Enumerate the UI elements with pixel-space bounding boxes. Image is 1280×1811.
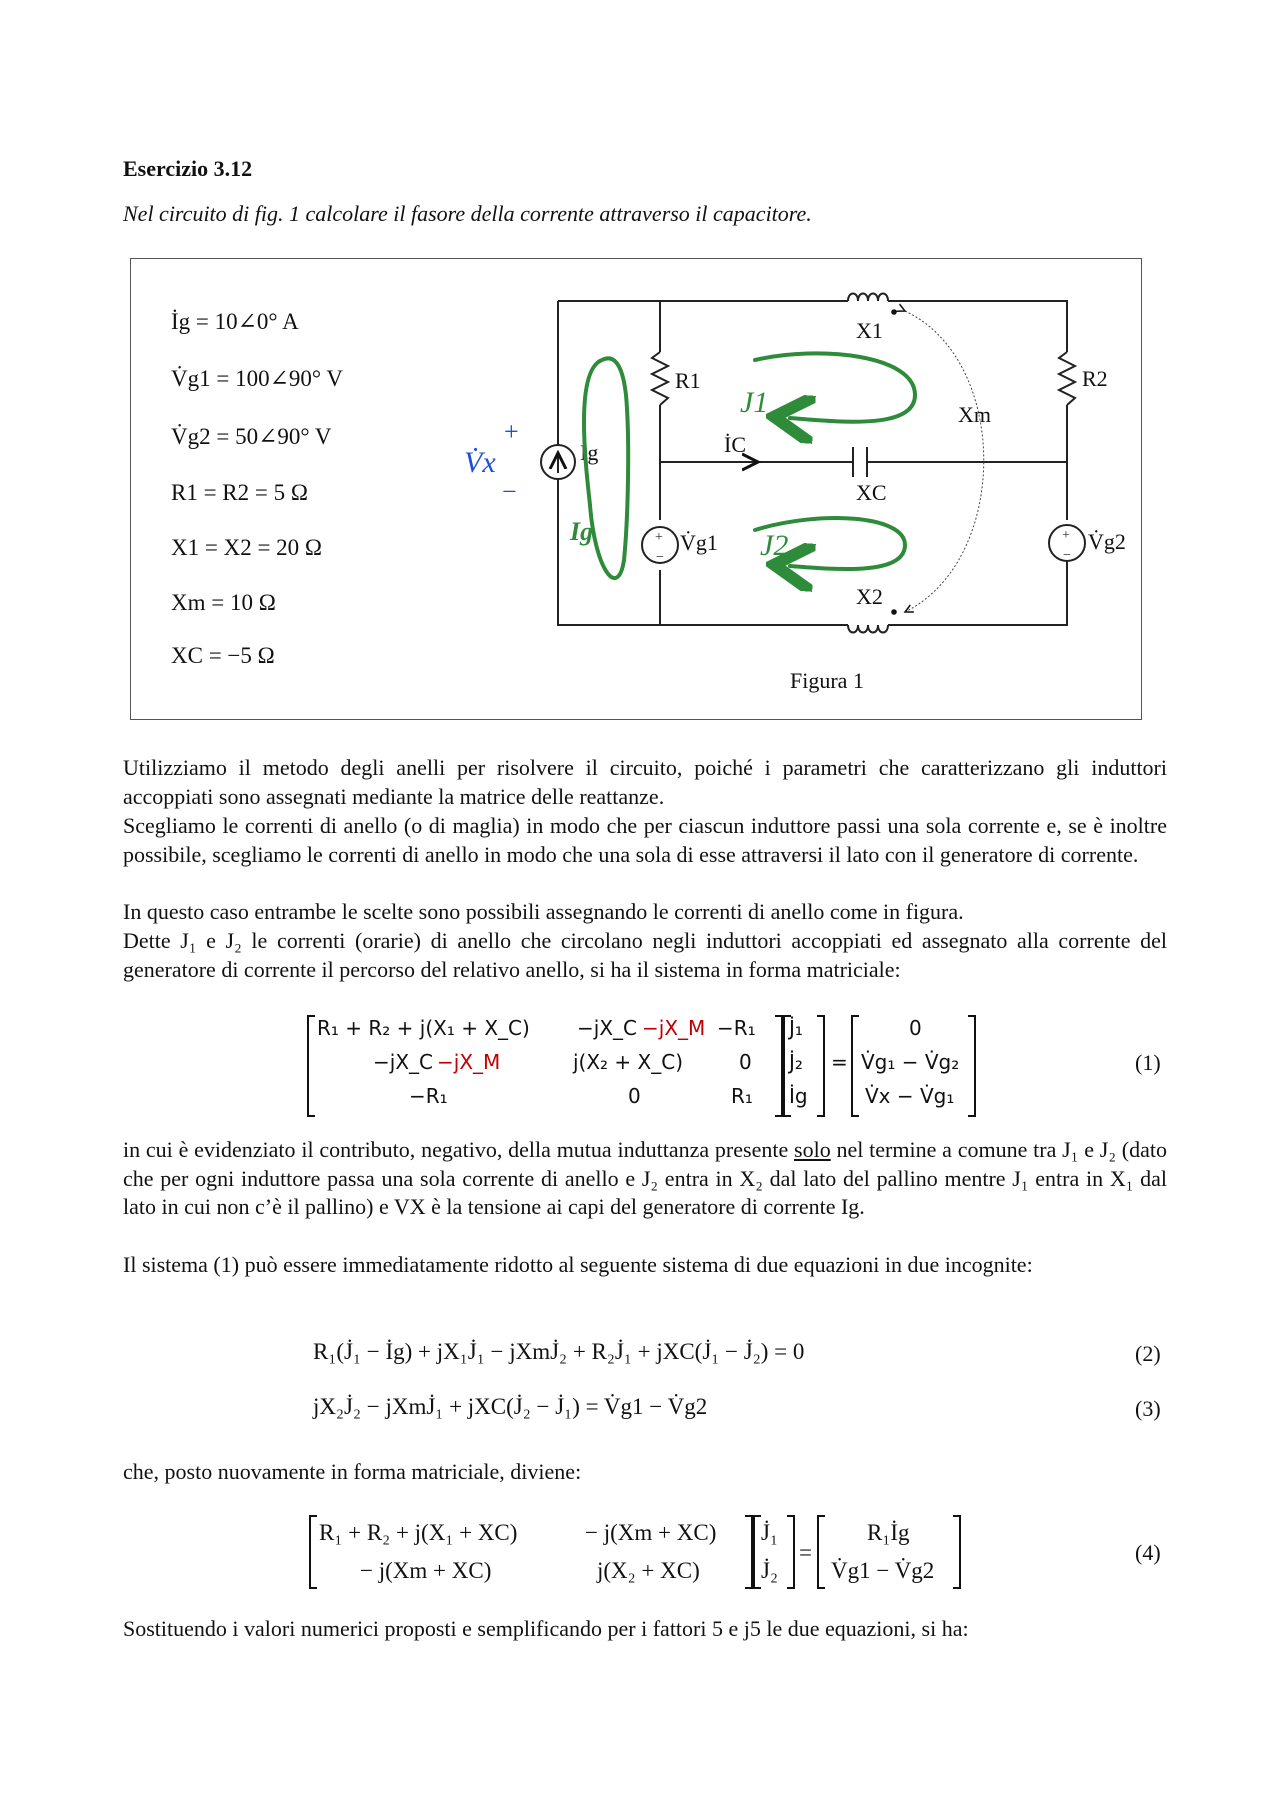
eq1-m33: R₁: [731, 1084, 753, 1108]
param-vg1: V̇g1 = 100∠90° V: [171, 366, 343, 391]
annot-ig: Ig: [570, 517, 594, 546]
annot-j2: J2: [760, 529, 789, 562]
paragraph-1: Utilizziamo il metodo degli anelli per risolvere il circuito, poiché i parametri che caratterizzano gli induttori accoppiati sono assegnati mediante la matrice delle reattanze.: [123, 755, 1167, 809]
circuit-diagram: [0, 0, 1280, 760]
label-ig: İg: [580, 440, 599, 465]
equation-1: [305, 1012, 985, 1120]
eq1-m11: R₁ + R₂ + j(X₁ + X_C): [317, 1016, 530, 1040]
eq4-m12: − j(Xm + XC): [585, 1520, 717, 1545]
label-x2: X2: [856, 584, 883, 609]
resistor-r2: [1059, 352, 1075, 405]
eq1-m12a: −jX_C: [577, 1016, 637, 1040]
svg-text:−: −: [1063, 548, 1071, 563]
label-r1: R1: [675, 368, 701, 393]
param-ig: İg = 10∠0° A: [171, 309, 299, 334]
inductor-x2: [848, 625, 888, 633]
svg-text:−: −: [656, 550, 664, 565]
eq1-v1: J̇₁: [789, 1016, 803, 1040]
eq1-m21b: −jX_M: [437, 1050, 501, 1074]
eq4-r1: R₁İg: [867, 1520, 910, 1545]
param-xm: Xm = 10 Ω: [171, 590, 276, 615]
eq1-m21a: −jX_C: [373, 1050, 433, 1074]
eq1-m22: j(X₂ + X_C): [573, 1050, 684, 1074]
p5-underlined: solo: [794, 1137, 831, 1162]
eq4-equals: =: [799, 1540, 812, 1565]
label-ic: İC: [724, 432, 746, 457]
eq4-r2: V̇g1 − V̇g2: [831, 1558, 935, 1583]
paragraph-5: [123, 1136, 1167, 1222]
param-xc: XC = −5 Ω: [171, 643, 275, 668]
equation-4: [305, 1512, 965, 1592]
paragraph-2: Scegliamo le correnti di anello (o di maglia) in modo che per ciascun induttore passi una sola corrente e, se è inoltre possibile, scegliamo le correnti di anello in modo che una sola di esse attraversi il lato con il generatore di corrente.: [123, 813, 1167, 867]
eq1-m23: 0: [739, 1050, 752, 1074]
svg-text:+: +: [1062, 528, 1070, 543]
eq1-m32: 0: [628, 1084, 641, 1108]
param-r1-r2: R1 = R2 = 5 Ω: [171, 480, 308, 505]
exercise-statement: Nel circuito di fig. 1 calcolare il fasore della corrente attraverso il capacitore.: [123, 201, 812, 226]
eq2-number: (2): [1135, 1341, 1161, 1366]
paragraph-4: Dette J₁ e J₂ le correnti (orarie) di anello che circolano negli induttori accoppiati ed assegnato alla corrente del generatore di corrente il percorso del relativo anello, si ha il sistema in forma matriciale:: [123, 928, 1167, 982]
label-xc: XC: [856, 480, 887, 505]
svg-text:+: +: [655, 530, 663, 545]
eq3-number: (3): [1135, 1396, 1161, 1421]
p5-text-b: nel termine a comune tra J₁ e J₂ (dato che per ogni induttore passa una sola corrente di anello e J₂ entra in X₂ dal lato del pallino mentre J₁ entra in X₁ dal lato in cui non c’è il pallino) e VX è la tensione ai capi del generatore di corrente Ig.: [123, 1137, 1167, 1219]
annot-vx: V̇x: [464, 446, 496, 479]
annot-vx-minus: −: [502, 477, 517, 506]
eq1-m31: −R₁: [409, 1084, 448, 1108]
eq1-v3: İg: [789, 1084, 808, 1108]
paragraph-3: In questo caso entrambe le scelte sono possibili assegnando le correnti di anello come in figura.: [123, 899, 964, 924]
eq1-number: (1): [1135, 1050, 1161, 1075]
x1-dot: [891, 309, 897, 315]
eq1-equals: =: [831, 1050, 848, 1074]
inductor-x1: [848, 294, 888, 302]
equation-3: jX₂J̇₂ − jXmJ̇₁ + jXC(J̇₂ − J̇₁) = V̇g1 − V̇g2: [313, 1394, 708, 1419]
eq1-r1: 0: [909, 1016, 922, 1040]
eq1-v2: J̇₂: [789, 1050, 803, 1074]
x2-dot: [891, 609, 897, 615]
eq1-r3: V̇x − V̇g₁: [865, 1084, 955, 1108]
wire-bottom-right: [888, 543, 1067, 625]
annot-vx-plus: +: [504, 417, 519, 446]
eq4-m22: j(X₂ + XC): [597, 1558, 700, 1583]
eq4-number: (4): [1135, 1540, 1161, 1565]
eq4-v2: J̇₂: [761, 1558, 778, 1583]
equation-2: R₁(J̇₁ − İg) + jX₁J̇₁ − jXmJ̇₂ + R₂J̇₁ + jXC(J̇₁ − J̇₂) = 0: [313, 1339, 805, 1364]
resistor-r1: [652, 352, 668, 405]
eq1-m13: −R₁: [717, 1016, 756, 1040]
eq4-m21: − j(Xm + XC): [360, 1558, 492, 1583]
label-r2: R2: [1082, 366, 1108, 391]
eq1-r2: V̇g₁ − V̇g₂: [861, 1050, 960, 1074]
wire-top-right: [888, 301, 1067, 352]
label-x1: X1: [856, 318, 883, 343]
label-xm: Xm: [958, 402, 991, 427]
paragraph-6: Il sistema (1) può essere immediatamente ridotto al seguente sistema di due equazioni in due incognite:: [123, 1252, 1033, 1277]
exercise-title: Esercizio 3.12: [123, 156, 253, 181]
param-x1-x2: X1 = X2 = 20 Ω: [171, 535, 323, 560]
capacitor-xc: [853, 447, 867, 477]
eq4-v1: J̇₁: [761, 1520, 778, 1545]
p5-text-a: in cui è evidenziato il contributo, negativo, della mutua induttanza presente: [123, 1137, 795, 1162]
label-vg2: V̇g2: [1088, 529, 1126, 554]
eq4-m11: R₁ + R₂ + j(X₁ + XC): [319, 1520, 518, 1545]
param-vg2: V̇g2 = 50∠90° V: [171, 424, 332, 449]
eq1-m12b: −jX_M: [642, 1016, 706, 1040]
paragraph-7: che, posto nuovamente in forma matriciale, diviene:: [123, 1459, 582, 1484]
label-vg1: V̇g1: [680, 530, 718, 555]
loop-j1: [755, 353, 915, 421]
annot-j1: J1: [740, 386, 769, 419]
paragraph-8: Sostituendo i valori numerici proposti e semplificando per i fattori 5 e j5 le due equazioni, si ha:: [123, 1616, 969, 1641]
figure-caption: Figura 1: [790, 668, 864, 693]
